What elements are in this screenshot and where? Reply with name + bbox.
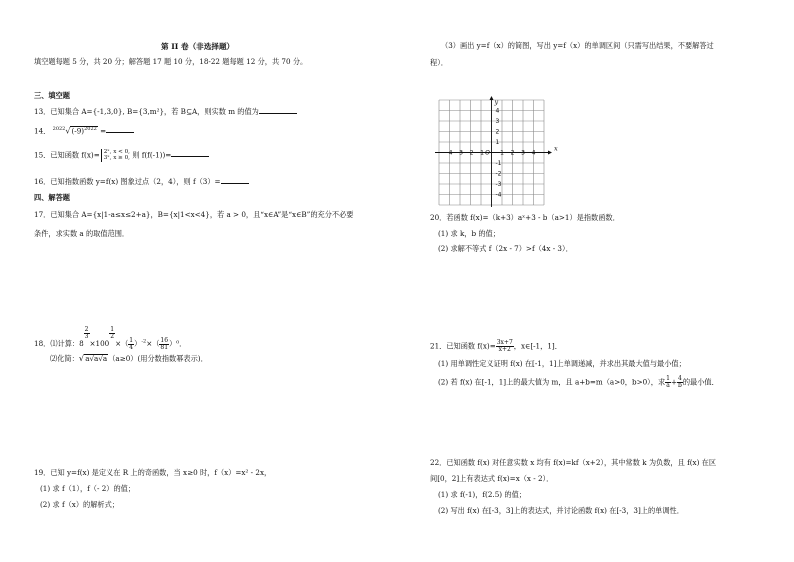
q18-frac-16-81: $\frac{16}{81}$ [160,336,169,351]
question-17-line2: 条件，求实数 a 的取值范围． [34,229,130,238]
question-19-line1: 19．已知 y=f(x) 是定义在 R 上的奇函数，当 x≥0 时，f（x）=x² - 2x， [34,468,272,477]
q14-equals: = [100,126,107,136]
q13-text: 13．已知集合 A={-1,3,0}, B={3,m²}，若 B⊆A，则实数 m 的值为 [34,107,259,116]
y-tick-label: -4 [495,191,502,199]
y-tick-label: 3 [495,118,500,125]
x-tick-label: -1 [478,149,484,157]
q18-exp-frac-1: $\frac{2}{3}$ [84,326,89,340]
question-18-line2: ⑵化简：√a√a√a（a≥0）(用分数指数幂表示)． [50,354,208,364]
section-fill-blank: 三、填空题 [34,91,70,100]
question-19-line3: (2) 求 f（x）的解析式； [40,500,119,509]
y-tick-label: -3 [495,181,502,188]
section-answers: 四、解答题 [34,193,70,202]
question-22-line3: (1) 求 f(-1)，f(2.5) 的值； [438,490,526,499]
question-18-line1 [34,327,186,351]
q21-fraction: $\frac{3x+7}{x+2}$ [496,339,513,353]
x-tick-label: -2 [467,149,474,157]
question-21-line2: (1) 用单调性定义证明 f(x) 在[-1，1]上单调递减，并求出其最大值与最小值； [438,359,686,368]
q18-close-2: ）⁰． [169,339,187,348]
question-19-line2: (1) 求 f（1），f（- 2）的值； [40,484,136,493]
q18-term-100: ×100 [89,339,110,348]
q18-part2-note: （a≥0）(用分数指数幂表示)． [108,354,208,363]
q21-part2-post: 的最小值． [682,377,719,387]
q14-answer-blank [106,126,134,133]
q21-pre: 21．已知函数 f(x)= [430,341,496,351]
coordinate-grid [430,96,558,202]
q14-number: 14． [34,126,51,136]
volume-title: 第 II 卷（非选择题） [161,42,235,51]
q18-part2-label: ⑵化简： [50,354,79,363]
x-tick-label: 3 [521,149,525,157]
x-axis-label: x [554,144,558,153]
question-22-line2: 间[0，2]上有表达式 f(x)=x（x - 2）． [430,474,554,483]
y-tick-label: 2 [495,128,500,136]
q15-piecewise: 2ˣ, x < 0, 3ˣ, x ≥ 0, [101,149,130,162]
q21-frac-4b: $\frac{4}{b}$ [678,375,682,389]
question-13 [34,107,297,115]
x-tick-label: -4 [446,149,453,157]
question-16 [34,177,249,185]
question-20-line2: (1) 求 k，b 的值； [438,229,500,238]
q18-open-2: ×（ [146,339,160,348]
x-axis-arrow [548,151,552,155]
q16-answer-blank [221,177,249,184]
question-19-3-line2: 程）． [430,58,448,67]
q18-exp-frac-2: $\frac{1}{2}$ [110,326,115,340]
y-axis-label: y [494,98,499,106]
question-19-3-line1: （3）画出 y=f（x）的简图，写出 y=f（x）的单调区间（只需写出结果，不要解答过 [441,41,714,50]
q15-post: 则 f(f(-1))= [132,150,172,160]
q18-exp-neg2: -2 [141,338,147,345]
y-axis-arrow [490,96,494,100]
q21-part2-pre: (2) 若 f(x) 在[-1，1]上的最大值为 m，且 a+b=m（a>0，b>0），求 [438,377,666,387]
question-15 [34,149,209,162]
q14-root-index: 2022 [52,126,66,132]
q21-plus: + [670,377,678,387]
q18-close-1: ） [134,339,142,348]
q15-answer-blank [171,150,209,157]
y-tick-label: -2 [495,170,502,178]
x-tick-label: 1 [500,149,504,157]
x-tick-label: O [485,149,490,157]
q18-radical: a√a√a [85,354,108,363]
x-tick-label: -3 [457,149,463,157]
q14-radicand: $(-9)^{2022}$ [71,126,97,136]
question-20-line1: 20．若函数 f(x)=（k+3）aˣ+3 - b（a>1）是指数函数． [430,213,620,222]
y-tick-label: 4 [495,107,500,115]
question-14: 14． $^{2022}√(-9)^{2022}$ = [34,126,134,135]
x-tick-label: 4 [531,149,536,157]
q18-part1-label: 18．⑴计算： [34,339,80,348]
question-22-line1: 22．已知函数 f(x) 对任意实数 x 均有 f(x)=kf（x+2），其中常数 k 为负数，且 f(x) 在区 [430,458,717,467]
question-20-line3: (2) 求解不等式 f（2x - 7）>f（4x - 3）． [438,244,573,253]
q15-pre: 15．已知函数 f(x)= [34,150,100,160]
q21-frac-1a: $\frac{1}{a}$ [666,375,670,389]
question-22-line4: (2) 写出 f(x) 在[-3，3]上的表达式，并讨论函数 f(x) 在[-3，3]上的单调性． [438,506,684,515]
score-note: 填空题每题 5 分，共 20 分；解答题 17 题 10 分，18-22 题每题 12 分，共 70 分。 [34,57,308,66]
q18-open-1: ×（ [115,339,129,348]
question-21-line1 [430,340,562,353]
q18-frac-quarter: $\frac{1}{4}$ [129,336,134,351]
y-tick-label: 1 [495,139,500,146]
y-tick-label: -1 [495,160,502,167]
q13-answer-blank [259,107,297,114]
question-17-line1: 17．已知集合 A={x|1-a≤x≤2+a}，B={x|1<x<4}，若 a > 0，且“x∈A”是“x∈B”的充分不必要 [34,210,354,219]
q18-base: 8 [79,339,84,348]
x-tick-label: 2 [510,149,515,157]
q16-text: 16．已知指数函数 y=f(x) 图象过点（2，4），则 f（3）= [34,177,221,186]
q21-domain: ，x∈[-1，1]． [513,341,562,351]
question-21-line3 [438,376,719,389]
